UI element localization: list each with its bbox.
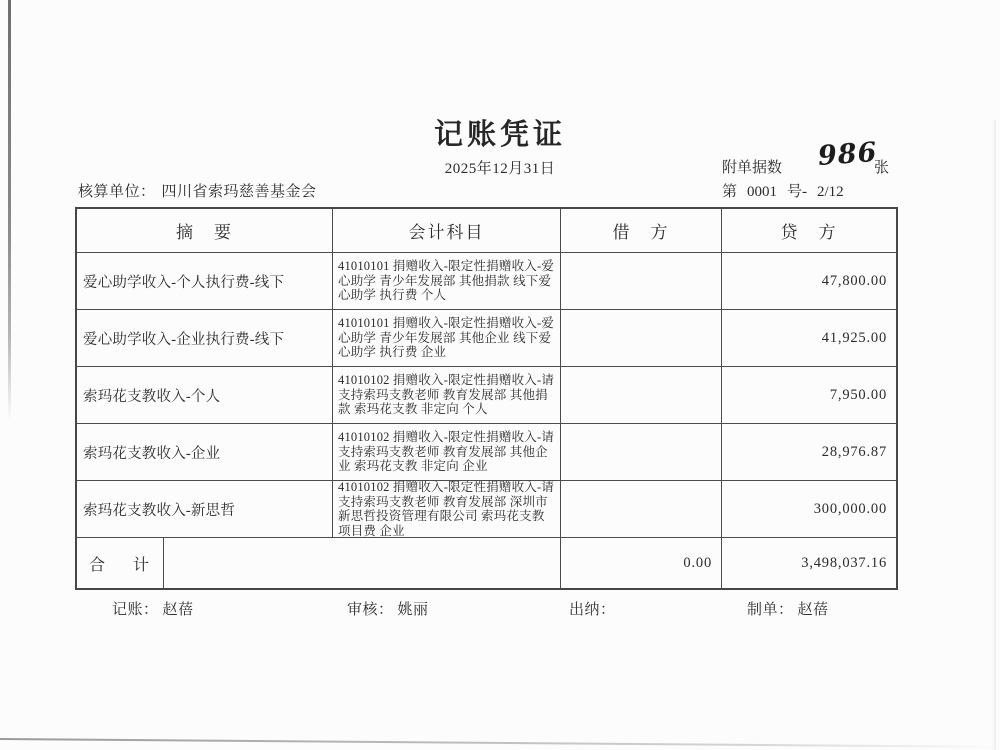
accounting-unit-line — [78, 180, 317, 201]
attachment-label: 附单据数 — [722, 160, 783, 176]
row-credit: 300,000.00 — [722, 481, 896, 538]
reviewer-label: 审核： — [347, 602, 394, 618]
cashier-label: 出纳： — [569, 602, 616, 618]
row-debit — [561, 367, 722, 424]
voucher-title: 记账凭证 — [433, 119, 566, 151]
row-account: 41010102 捐赠收入-限定性捐赠收入-请支持索玛支教老师 教育发展部 其他企业 索玛花支教 非定向 企业 — [333, 424, 561, 481]
bookkeeper-signature — [112, 598, 194, 619]
row-credit: 28,976.87 — [722, 424, 896, 481]
voucher-date: 2025年12月31日 — [444, 161, 556, 177]
row-account: 41010102 捐赠收入-限定性捐赠收入-请支持索玛支教老师 教育发展部 深圳市新思哲投资管理有限公司 索玛花支教 项目费 企业 — [333, 481, 561, 538]
row-debit — [561, 310, 722, 367]
row-credit: 7,950.00 — [722, 367, 896, 424]
bookkeeper-label: 记账： — [112, 602, 159, 618]
accounting-unit-name: 四川省索玛慈善基金会 — [161, 184, 317, 200]
voucher-page-number: 2/12 — [817, 184, 844, 200]
row-account: 41010101 捐赠收入-限定性捐赠收入-爱心助学 青少年发展部 其他捐款 线下爱心助学 执行费 个人 — [333, 253, 561, 310]
row-summary: 索玛花支教收入-个人 — [77, 367, 333, 424]
reviewer-signature — [347, 598, 429, 619]
voucher-number-line — [722, 180, 942, 201]
row-summary: 索玛花支教收入-新思哲 — [77, 481, 333, 538]
total-debit: 0.00 — [561, 538, 722, 588]
row-debit — [561, 481, 722, 538]
voucher-number-prefix: 第 — [722, 184, 738, 200]
voucher-number-suffix: 号- — [787, 184, 808, 200]
preparer-signature — [747, 598, 829, 619]
row-summary: 爱心助学收入-个人执行费-线下 — [77, 253, 333, 310]
header-debit: 借 方 — [561, 209, 722, 253]
table-header-row — [77, 209, 896, 253]
preparer-name: 赵蓓 — [797, 602, 829, 618]
reviewer-name: 姚丽 — [397, 602, 429, 618]
row-summary: 爱心助学收入-企业执行费-线下 — [77, 310, 333, 367]
bookkeeper-name: 赵蓓 — [162, 602, 194, 618]
preparer-label: 制单： — [747, 602, 794, 618]
row-account: 41010102 捐赠收入-限定性捐赠收入-请支持索玛支教老师 教育发展部 其他捐款 索玛花支教 非定向 个人 — [333, 367, 561, 424]
voucher-table — [75, 207, 898, 590]
attachment-unit: 张 — [874, 160, 890, 176]
row-debit — [561, 253, 722, 310]
total-label: 合 计 — [77, 538, 164, 588]
table-row — [77, 253, 896, 310]
row-debit — [561, 424, 722, 481]
total-credit: 3,498,037.16 — [801, 554, 887, 571]
row-credit: 41,925.00 — [722, 310, 896, 367]
table-row — [77, 424, 896, 481]
cashier-signature — [569, 598, 620, 619]
voucher-number: 0001 — [747, 184, 778, 200]
accounting-unit-label: 核算单位： — [78, 184, 156, 200]
table-total-row — [77, 538, 896, 588]
table-row — [77, 367, 896, 424]
header-account: 会计科目 — [333, 209, 561, 253]
header-credit: 贷 方 — [722, 209, 896, 253]
row-account: 41010101 捐赠收入-限定性捐赠收入-爱心助学 青少年发展部 其他企业 线下爱心助学 执行费 企业 — [333, 310, 561, 367]
attachment-info — [722, 136, 922, 177]
scan-edge-right — [992, 120, 996, 750]
total-empty-cell — [164, 538, 561, 588]
signature-row — [75, 598, 898, 622]
scan-edge-left — [8, 0, 11, 420]
row-summary: 索玛花支教收入-企业 — [77, 424, 333, 481]
scan-edge-bottom — [0, 738, 1000, 748]
table-row — [77, 481, 896, 538]
attachment-count-handwritten: 986 — [816, 136, 879, 173]
table-row — [77, 310, 896, 367]
row-credit: 47,800.00 — [722, 253, 896, 310]
header-summary: 摘 要 — [77, 209, 333, 253]
